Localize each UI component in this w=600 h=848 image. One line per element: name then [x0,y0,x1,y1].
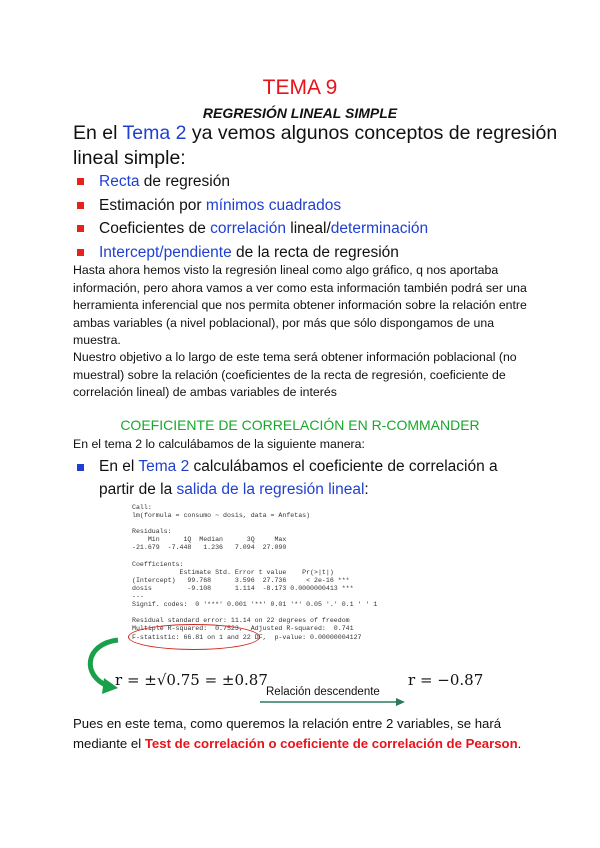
bullet-text: lineal/ [285,220,331,237]
right-arrow-icon [258,697,408,707]
bullet-text: : [364,480,369,498]
bullet-text: Estimación por [99,196,206,214]
closing-text: Pues en este tema, como queremos la relación entre 2 variables, se hará mediante el [73,716,502,751]
bullet-text: Coeficientes de [99,220,211,237]
paragraph-1: Hasta ahora hemos visto la regresión lineal como algo gráfico, q nos aportaba información, pero ahora vamos a ver como esta información también podrá ser una herramienta inferencial que nos permita obtener información sobre la relación entre ambas variables (a nivel poblacional), por más que sólo dispongamos de una muestra. [73,263,527,347]
bullet-term: correlación [210,220,286,237]
list-item [73,170,573,194]
relation-caption: Relación descendente [266,686,380,698]
closing-paragraph [73,714,533,753]
closing-end: . [517,735,522,751]
square-bullet-icon [77,178,84,185]
bullet-term: Intercept/pendiente [99,243,232,261]
bullet-term: mínimos cuadrados [205,196,342,214]
list-item [73,194,573,218]
bullet-text: En el [99,458,139,475]
list-item [73,241,573,265]
intro-part1: En el [73,122,123,144]
square-bullet-icon [77,464,84,471]
intro-text [73,121,563,171]
page-subtitle: REGRESIÓN LINEAL SIMPLE [202,105,398,121]
tema2-bullet [73,456,533,501]
section-heading: COEFICIENTE DE CORRELACIÓN EN R-COMMANDER [120,417,480,433]
bullet-text: de regresión [139,173,230,190]
intro-part2: ya vemos algunos conceptos de regresión lineal simple: [73,122,558,169]
concepts-list [73,170,573,264]
paragraph-2: Nuestro objetivo a lo largo de este tema será obtener información poblacional (no muestral) sobre la relación (coeficientes de la recta de regresión, coeficiente de correlación lineal) de ambas variables de interés [73,350,517,399]
page-title: TEMA 9 [262,76,338,99]
section-intro: En el tema 2 lo calculábamos de la siguiente manera: [73,437,365,451]
highlight-ellipse [128,624,260,650]
bullet-term: salida de la regresión lineal [176,480,365,498]
bullet-text: de la recta de regresión [231,243,399,261]
formula-r-estimate: r = ±√0.75 = ±0.87 [115,671,268,689]
r-regression-output: Call: lm(formula = consumo ~ dosis, data = Anfetas) Residuals: Min 1Q Median 3Q Max -21.679 -7.448 1.236 7.094 27.090 Coefficients: Estimate Std. Error t value Pr(>|t|) (Intercept) 99.768 3.596 27.736 < 2e-16 *** dosis -9.108 1.114 -8.173 0.0000000413 *** --- Signif. codes: 0 '***' 0.001 '**' 0.01 '*' 0.05 '.' 0.1 ' ' 1 Residual standard error: 11.14 on 22 degrees of freedom Multiple R-squared: 0.7523, Adjusted R-squared: 0.741 F-statistic: 66.81 on 1 and 22 DF, p-value: 0.00000004127 [132,504,378,641]
square-bullet-icon [77,225,84,232]
bullet-term: determinación [330,220,429,237]
square-bullet-icon [77,202,84,209]
pearson-test-highlight: Test de correlación o coeficiente de correlación de Pearson [144,735,518,751]
list-item [73,456,533,501]
bullet-text: calculábamos el coeficiente de correlación a partir de la [99,458,498,498]
bullet-term: Recta [99,173,140,190]
formula-r-value: r = −0.87 [408,671,484,689]
list-item [73,217,573,241]
bullet-term: Tema 2 [138,458,190,475]
tema2-link: Tema 2 [122,122,187,144]
square-bullet-icon [77,249,84,256]
